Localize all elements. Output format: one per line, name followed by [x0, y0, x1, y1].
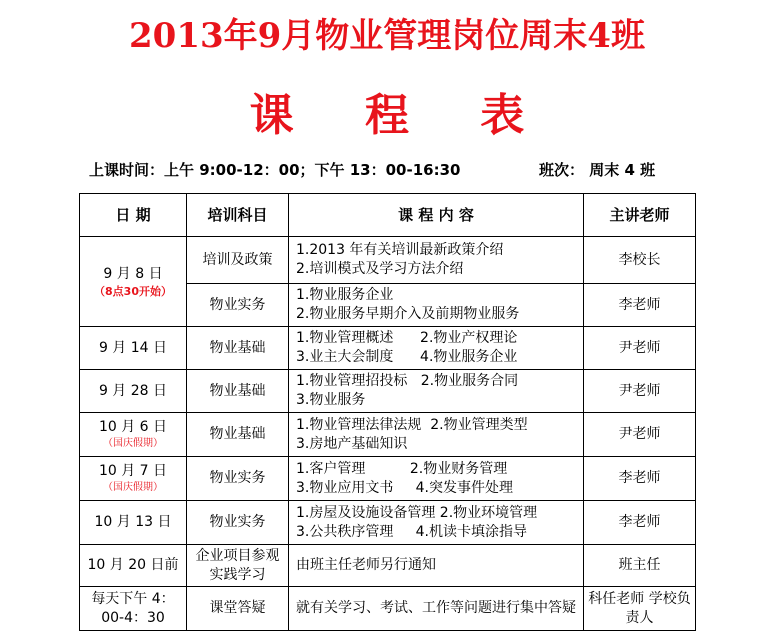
- subject-cell: 课堂答疑: [187, 587, 289, 631]
- holiday-note: （国庆假期）: [103, 482, 163, 493]
- date-text: 9 月 8 日: [103, 265, 163, 282]
- subject-cell: 物业实务: [187, 284, 289, 327]
- content-cell: [289, 501, 584, 545]
- date-note: （8点30开始）: [94, 284, 172, 298]
- content-line: 1.物业管理法律法规 2.物业管理类型: [296, 416, 528, 433]
- table-row: [80, 587, 696, 631]
- subject-cell: 培训及政策: [187, 237, 289, 284]
- header-date: 日 期: [80, 194, 187, 237]
- content-line: 2.物业服务早期介入及前期物业服务: [296, 306, 520, 322]
- content-line: 3.物业应用文书 4.突发事件处理: [296, 479, 513, 496]
- content-line: 3.公共秩序管理 4.机读卡填涂指导: [296, 523, 527, 540]
- subject-cell: 物业基础: [187, 327, 289, 370]
- content-cell: [289, 413, 584, 457]
- content-cell: [289, 545, 584, 587]
- content-line: 3.房地产基础知识: [296, 435, 408, 452]
- date-cell: 9 月 28 日: [80, 370, 187, 413]
- content-line: 3.物业服务: [296, 392, 366, 408]
- content-line: 2.培训模式及学习方法介绍: [296, 261, 464, 277]
- subject-cell: 物业基础: [187, 370, 289, 413]
- class-time-label: 上课时间：上午 9:00-12：00；下午 13：00-16:30: [89, 161, 461, 179]
- teacher-cell: 尹老师: [584, 327, 696, 370]
- content-cell: [289, 587, 584, 631]
- subject-cell: 物业基础: [187, 413, 289, 457]
- content-line: 1.2013 年有关培训最新政策介绍: [296, 242, 504, 258]
- content-line: 1.房屋及设施设备管理 2.物业环境管理: [296, 504, 538, 521]
- date-cell: 10 月 20 日前: [80, 545, 187, 587]
- content-line: 1.物业服务企业: [296, 287, 394, 303]
- teacher-cell: 李老师: [584, 284, 696, 327]
- content-cell: [289, 237, 584, 284]
- teacher-cell: 李老师: [584, 501, 696, 545]
- content-line: 3.业主大会制度 4.物业服务企业: [296, 349, 518, 365]
- header-content: 课 程 内 容: [289, 194, 584, 237]
- subject-cell: 物业实务: [187, 501, 289, 545]
- schedule-table: [79, 193, 696, 631]
- header-teacher: 主讲老师: [584, 194, 696, 237]
- date-cell: [80, 413, 187, 457]
- date-cell: 9 月 14 日: [80, 327, 187, 370]
- teacher-cell: 李校长: [584, 237, 696, 284]
- content-cell: [289, 327, 584, 370]
- content-line: 1.客户管理 2.物业财务管理: [296, 460, 508, 477]
- table-header-row: [80, 194, 696, 237]
- table-row: [80, 413, 696, 457]
- date-text: 10 月 6 日: [98, 419, 168, 435]
- content-line: 1.物业管理招投标 2.物业服务合同: [296, 373, 519, 389]
- table-row: [80, 370, 696, 413]
- teacher-cell: 科任老师 学校负责人: [584, 587, 696, 631]
- table-row: [80, 501, 696, 545]
- content-line: 就有关学习、考试、工作等问题进行集中答疑: [296, 600, 576, 616]
- date-cell: [80, 237, 187, 327]
- class-shift-label: 班次： 周末 4 班: [539, 161, 656, 179]
- table-row: [80, 327, 696, 370]
- header-subject: 培训科目: [187, 194, 289, 237]
- content-line: 1.物业管理概述 2.物业产权理论: [296, 330, 518, 346]
- subject-cell: 企业项目参观实践学习: [187, 545, 289, 587]
- teacher-cell: 李老师: [584, 457, 696, 501]
- class-time-line: [89, 158, 749, 182]
- date-cell: 每天下午 4：00-4：30: [80, 587, 187, 631]
- content-cell: [289, 370, 584, 413]
- table-row: [80, 545, 696, 587]
- table-row: [80, 237, 696, 284]
- date-cell: 10 月 13 日: [80, 501, 187, 545]
- page-subtitle: 课 程 表: [249, 90, 553, 141]
- content-line: 由班主任老师另行通知: [296, 557, 436, 573]
- teacher-cell: 尹老师: [584, 413, 696, 457]
- date-text: 10 月 7 日: [98, 463, 168, 479]
- teacher-cell: 尹老师: [584, 370, 696, 413]
- content-cell: [289, 457, 584, 501]
- teacher-cell: 班主任: [584, 545, 696, 587]
- holiday-note: （国庆假期）: [103, 438, 163, 449]
- date-cell: [80, 457, 187, 501]
- page-title: 2013年9月物业管理岗位周末4班: [129, 16, 645, 56]
- subject-cell: 物业实务: [187, 457, 289, 501]
- table-row: [80, 457, 696, 501]
- content-cell: [289, 284, 584, 327]
